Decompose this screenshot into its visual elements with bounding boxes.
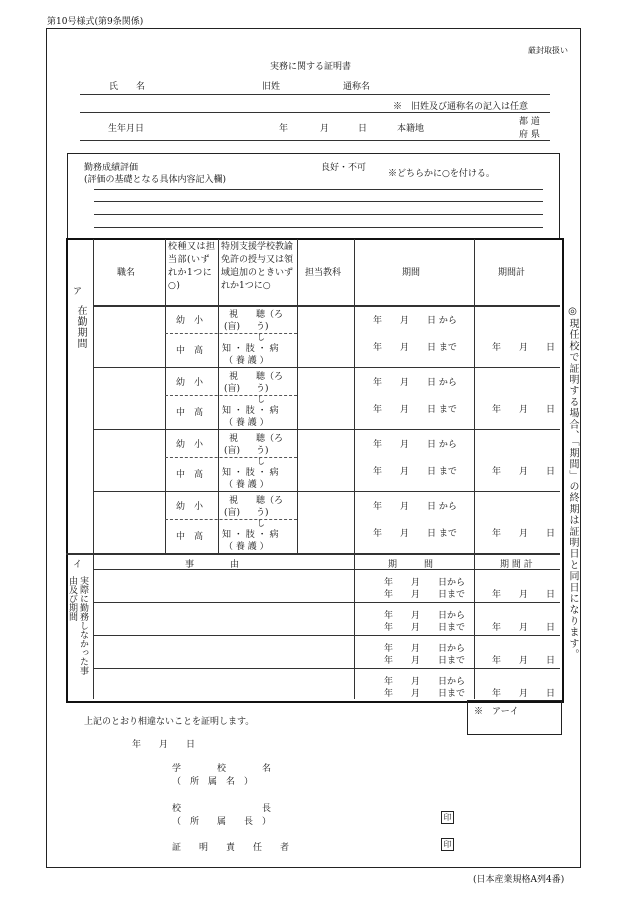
school-name-label: 学 校 名 [172, 764, 272, 774]
row-3-period-total[interactable]: 年 月 日 [492, 467, 556, 477]
row-4-period-from[interactable]: 年 月 日 から [373, 502, 457, 512]
reason-header: 事 由 [185, 560, 240, 570]
row-4-mid-line [165, 519, 297, 520]
row-1-visual-sub: (盲) [224, 322, 241, 332]
former-name-label: 旧姓 [262, 82, 281, 92]
alias-label: 通称名 [343, 82, 371, 92]
row-3-top-line [93, 429, 560, 430]
row-1-visual[interactable]: 視 [229, 310, 239, 320]
row-4-hearing-sub: う) [256, 508, 269, 518]
absence-row-2-total[interactable]: 年 月 日 [492, 623, 556, 633]
row-1-care[interactable]: （ 養 護 ） [224, 356, 269, 366]
principal-label: 校 長 [172, 804, 272, 814]
row-4-visual-sub: (盲) [224, 508, 241, 518]
absence-row-3-to[interactable]: 年 月 日まで [384, 656, 466, 666]
evaluation-label: 勤務成績評価 [84, 163, 139, 173]
row-3-visual-sub: (盲) [224, 446, 241, 456]
row-2-visual-sub: (盲) [224, 384, 241, 394]
evaluation-options[interactable]: 良好・不可 [321, 163, 367, 173]
evaluation-line-1 [94, 189, 543, 190]
absence-row-3-from[interactable]: 年 月 日から [384, 644, 466, 654]
period-column-divider [474, 239, 475, 699]
row-3-hearing[interactable]: 聴（ろ [256, 434, 284, 444]
principal-sub: （ 所 属 長 ） [172, 817, 272, 827]
row-4-period-to[interactable]: 年 月 日 まで [373, 529, 457, 539]
row-1-period-from[interactable]: 年 月 日 から [373, 316, 457, 326]
row-2-period-to[interactable]: 年 月 日 まで [373, 405, 457, 415]
row-4-school-top[interactable]: 幼 小 [176, 502, 204, 512]
responsible-label: 証 明 責 任 者 [172, 843, 290, 853]
subject-column-divider [354, 239, 355, 699]
header-bottom-line [93, 305, 560, 307]
school-column-divider [218, 239, 219, 553]
evaluation-sublabel: (評価の基礎となる具体内容記入欄) [84, 175, 227, 185]
domicile-label: 本籍地 [397, 124, 425, 134]
row-3-school-top[interactable]: 幼 小 [176, 440, 204, 450]
paper-size-note: (日本産業規格A列4番) [473, 875, 565, 885]
section-i-top-line [66, 553, 560, 555]
row-2-top-line [93, 367, 560, 368]
row-2-furigana: し [257, 395, 265, 404]
absence-row-1-to[interactable]: 年 月 日まで [384, 590, 466, 600]
row-2-hearing-sub: う) [256, 384, 269, 394]
row-3-furigana: し [257, 457, 265, 466]
absence-row-4-from[interactable]: 年 月 日から [384, 677, 466, 687]
absence-row-3-top-line [93, 635, 560, 636]
section-a-label: 在勤期間 [75, 305, 86, 349]
row-4-period-total[interactable]: 年 月 日 [492, 529, 556, 539]
row-1-school-top[interactable]: 幼 小 [176, 316, 204, 326]
row-2-hearing[interactable]: 聴（ろ [256, 372, 284, 382]
row-3-mid-line [165, 457, 297, 458]
row-4-top-line [93, 491, 560, 492]
absence-row-4-to[interactable]: 年 月 日まで [384, 689, 466, 699]
special-support-header: 特別支援学校教諭免許の授与又は領域追加のときいずれか1つに○ [221, 242, 294, 291]
evaluation-line-4 [94, 227, 543, 228]
position-header: 職名 [117, 268, 136, 278]
row-2-period-total[interactable]: 年 月 日 [492, 405, 556, 415]
row-3-period-to[interactable]: 年 月 日 まで [373, 467, 457, 477]
school-type-header: 校種又は担当部(いずれか1つに○) [168, 242, 216, 291]
side-label-divider [93, 239, 94, 699]
row-1-hearing[interactable]: 聴（ろ [256, 310, 284, 320]
section-i-label-col1: 由及び期間 [67, 576, 77, 621]
row-4-visual[interactable]: 視 [229, 496, 239, 506]
period-header: 期間 [402, 268, 421, 278]
row-1-period-to[interactable]: 年 月 日 まで [373, 343, 457, 353]
evaluation-instruction: ※どちらかに○を付ける。 [388, 169, 495, 179]
row-3-period-from[interactable]: 年 月 日 から [373, 440, 457, 450]
absence-row-2-top-line [93, 602, 560, 603]
row-4-hearing[interactable]: 聴（ろ [256, 496, 284, 506]
service-table-outline [66, 238, 564, 703]
row-2-intellect[interactable]: 知 ・ 肢 ・ 病 [222, 406, 279, 416]
row-2-care[interactable]: （ 養 護 ） [224, 418, 269, 428]
birthdate-label: 生年月日 [108, 124, 145, 134]
absence-row-1-total[interactable]: 年 月 日 [492, 590, 556, 600]
section-i-letter: イ [73, 560, 83, 570]
row-2-mid-line [165, 395, 297, 396]
absence-row-1-from[interactable]: 年 月 日から [384, 578, 466, 588]
absence-row-4-total[interactable]: 年 月 日 [492, 689, 556, 699]
evaluation-line-3 [94, 214, 543, 215]
row-2-visual[interactable]: 視 [229, 372, 239, 382]
form-title: 実務に関する証明書 [270, 62, 352, 72]
absence-row-3-total[interactable]: 年 月 日 [492, 656, 556, 666]
row-4-care[interactable]: （ 養 護 ） [224, 542, 269, 552]
principal-seal-icon: 印 [441, 811, 454, 824]
birth-underline [80, 140, 550, 141]
birth-month: 月 [320, 124, 330, 134]
row-3-care[interactable]: （ 養 護 ） [224, 480, 269, 490]
side-note: ◎現任校で証明する場合、「期間」の終期は証明日と同日になります。 [567, 306, 578, 661]
row-3-visual[interactable]: 視 [229, 434, 239, 444]
row-4-furigana: し [257, 519, 265, 528]
name-underline [80, 94, 550, 95]
absence-period-header: 期 間 [388, 560, 434, 570]
birth-day: 日 [358, 124, 368, 134]
row-2-school-bottom[interactable]: 中 高 [176, 408, 204, 418]
support-column-divider [297, 239, 298, 553]
row-1-period-total[interactable]: 年 月 日 [492, 343, 556, 353]
subject-header: 担当教科 [305, 268, 342, 278]
position-column-divider [165, 239, 166, 553]
row-1-furigana: し [257, 333, 265, 342]
section-a-letter: ア [73, 287, 83, 297]
responsible-seal-icon: 印 [441, 838, 454, 851]
row-1-intellect[interactable]: 知 ・ 肢 ・ 病 [222, 344, 279, 354]
row-3-school-bottom[interactable]: 中 高 [176, 470, 204, 480]
confidential-label: 厳封取扱い [528, 46, 568, 55]
row-1-hearing-sub: う) [256, 322, 269, 332]
section-i-label-col2: 実際に勤務しなかった事 [78, 576, 88, 675]
certification-statement: 上記のとおり相違ないことを証明します。 [84, 717, 255, 727]
optional-note: ※ 旧姓及び通称名の記入は任意 [393, 102, 529, 112]
row-4-intellect[interactable]: 知 ・ 肢 ・ 病 [222, 530, 279, 540]
row-1-mid-line [165, 333, 297, 334]
section-i-header-line [93, 569, 560, 570]
row-3-hearing-sub: う) [256, 446, 269, 456]
certification-date[interactable]: 年 月 日 [132, 740, 196, 750]
evaluation-line-2 [94, 201, 543, 202]
period-total-header: 期間計 [498, 268, 526, 278]
form-number: 第10号様式(第9条関係) [47, 17, 144, 27]
row-2-period-from[interactable]: 年 月 日 から [373, 378, 457, 388]
name-label: 氏 名 [109, 82, 146, 92]
prefecture-top: 都 道 [519, 117, 540, 127]
prefecture-bottom: 府 県 [519, 130, 540, 140]
absence-row-2-from[interactable]: 年 月 日から [384, 611, 466, 621]
absence-row-2-to[interactable]: 年 月 日まで [384, 623, 466, 633]
row-2-school-top[interactable]: 幼 小 [176, 378, 204, 388]
absence-row-4-top-line [93, 668, 560, 669]
row-3-intellect[interactable]: 知 ・ 肢 ・ 病 [222, 468, 279, 478]
absence-total-header: 期 間 計 [500, 560, 533, 570]
calc-label: ※ アーイ [474, 707, 519, 717]
note-underline [80, 112, 550, 113]
school-name-sub: （ 所 属 名 ） [172, 777, 254, 787]
row-1-school-bottom[interactable]: 中 高 [176, 346, 204, 356]
birth-year: 年 [279, 124, 289, 134]
row-4-school-bottom[interactable]: 中 高 [176, 532, 204, 542]
